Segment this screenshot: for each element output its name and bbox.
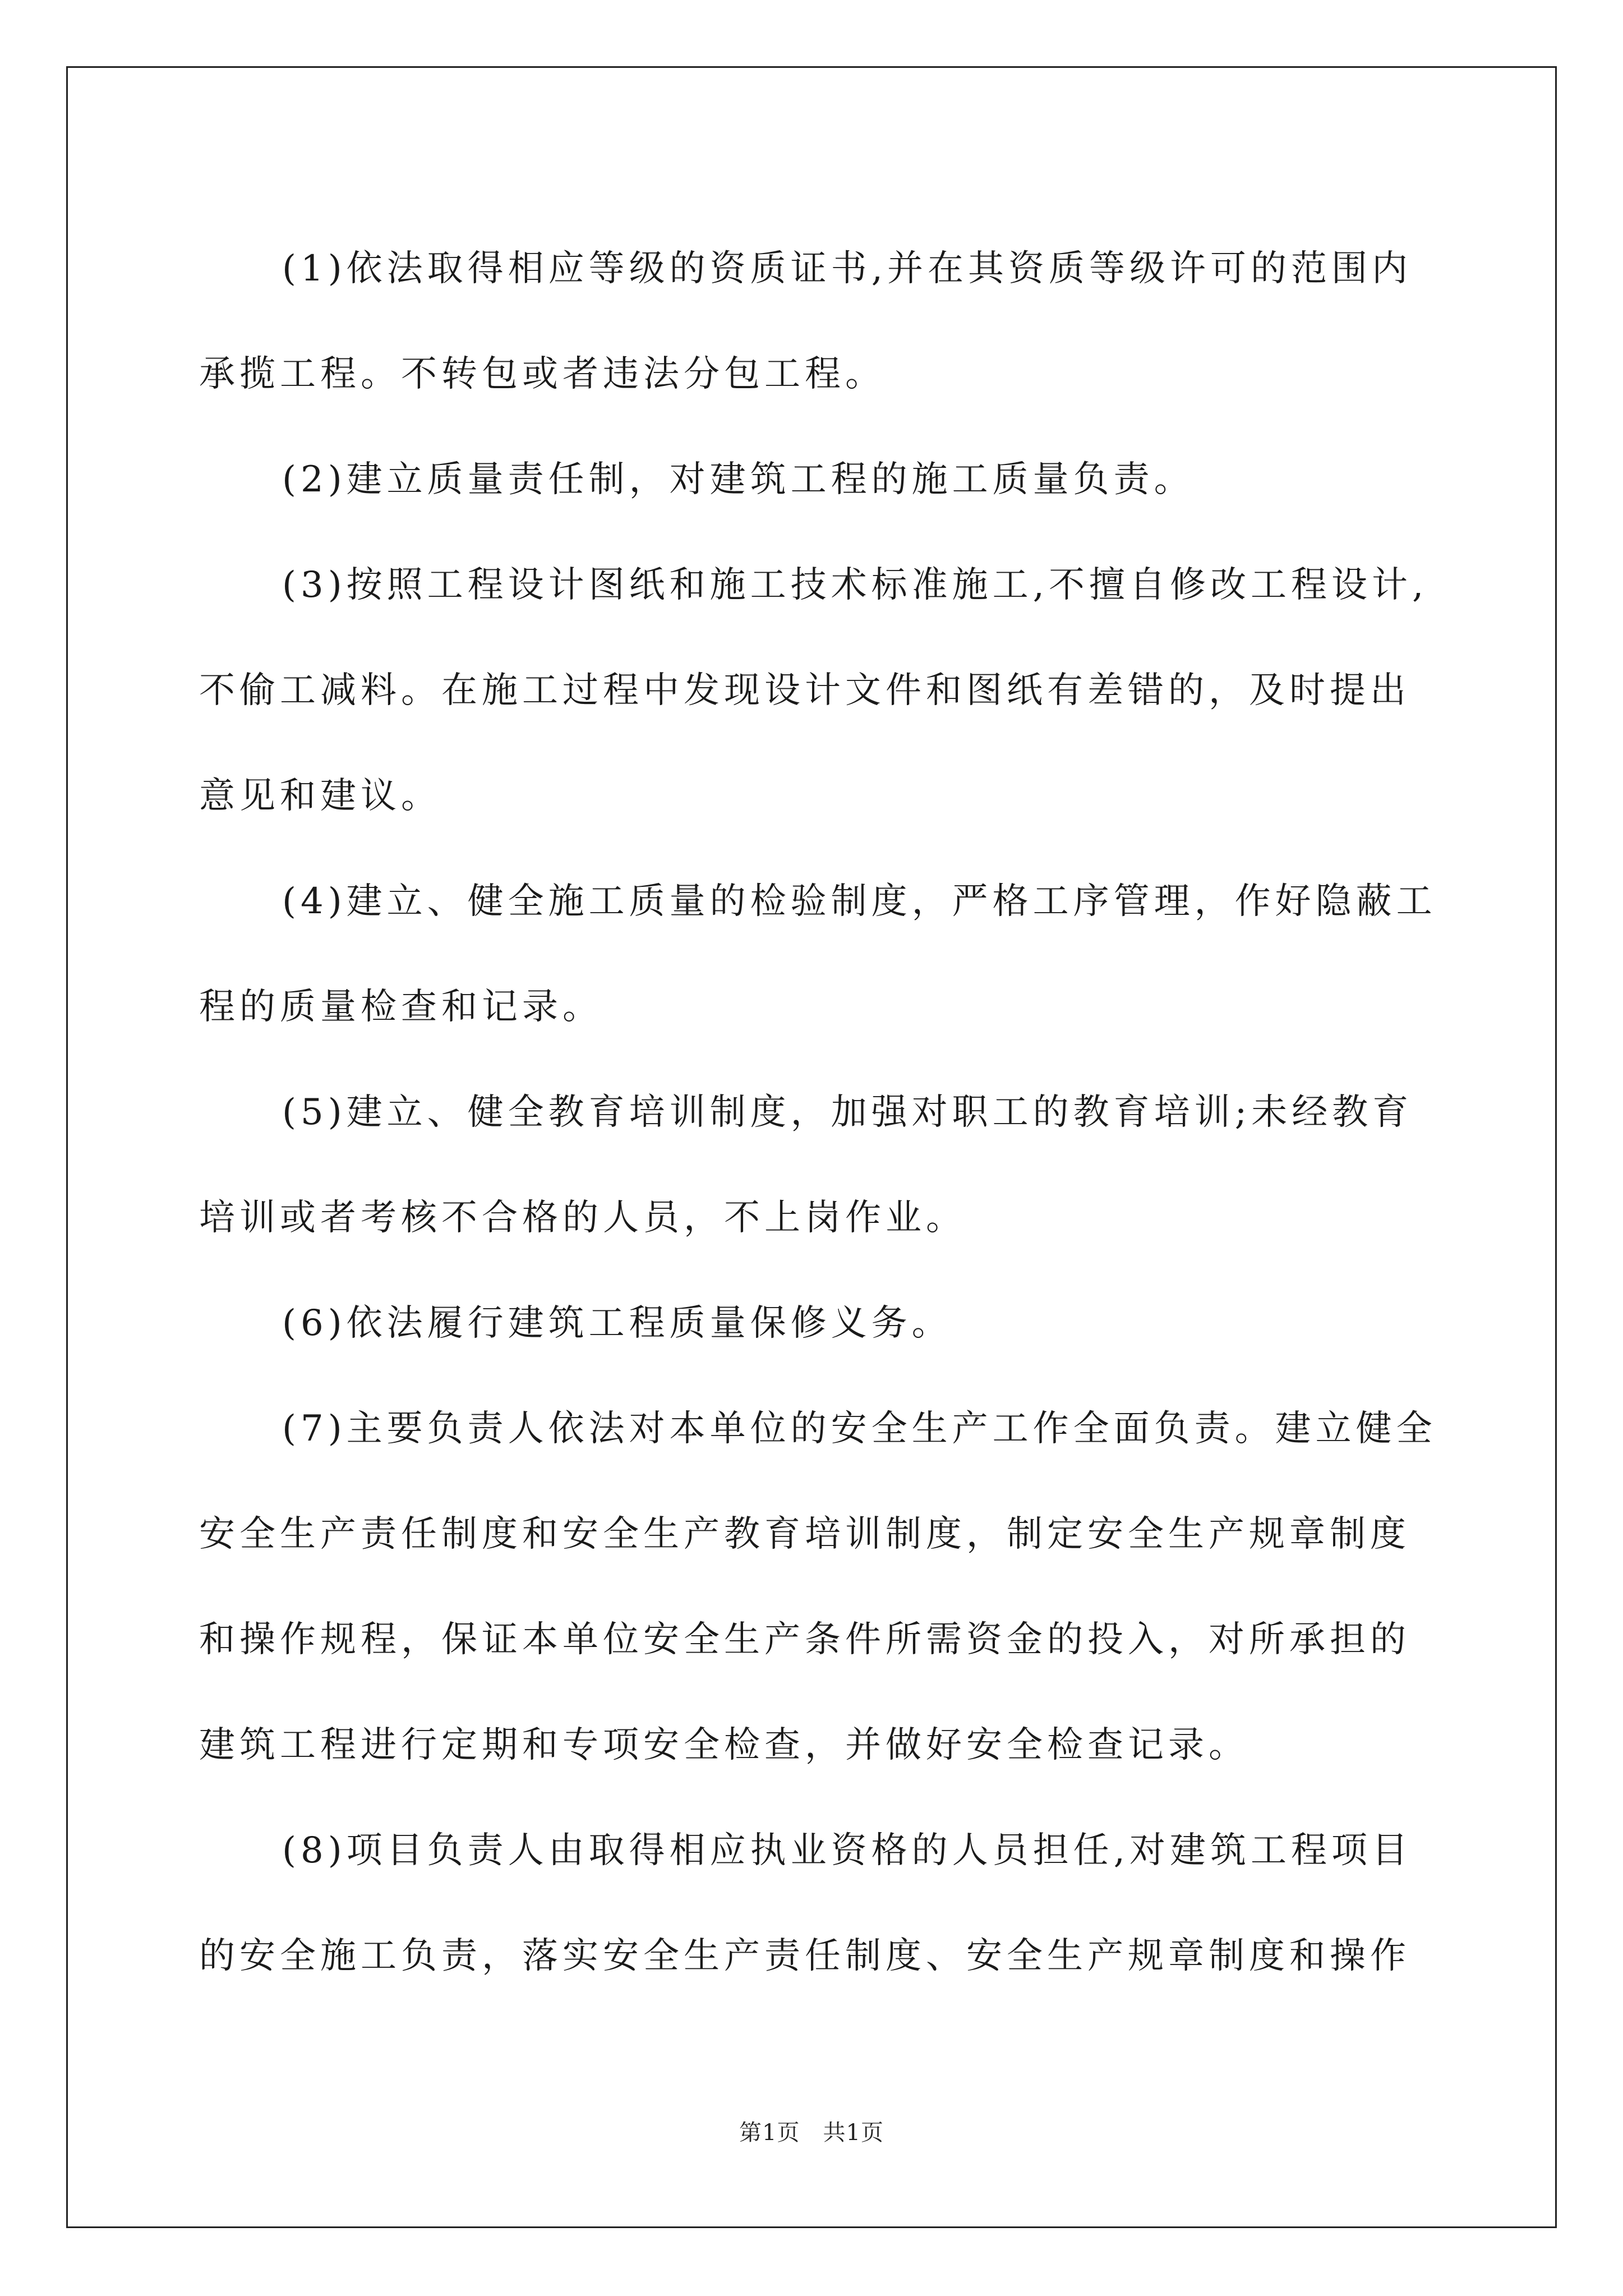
paragraph-6: (6)依法履行建筑工程质量保修义务。 <box>282 1303 952 1344</box>
paragraph-7: (7)主要负责人依法对本单位的安全生产工作全面负责。建立健全安全生产责任制度和安全生产教育培训制度，制定安全生产规章制度和操作规程，保证本单位安全生产条件所需资金的投入，对所承担的建筑工程进行定期和专项安全检查，并做好安全检查记录。 <box>199 1408 1437 1766</box>
page-number-footer: 第1页 共1页 <box>739 2120 884 2146</box>
paragraph-4: (4)建立、健全施工质量的检验制度，严格工序管理，作好隐蔽工程的质量检查和记录。 <box>199 881 1437 1028</box>
document-body <box>199 216 1441 2009</box>
paragraph-5: (5)建立、健全教育培训制度，加强对职工的教育培训;未经教育培训或者考核不合格的人员，不上岗作业。 <box>199 1092 1413 1239</box>
paragraph-2: (2)建立质量责任制，对建筑工程的施工质量负责。 <box>282 459 1195 500</box>
paragraph-8: (8)项目负责人由取得相应执业资格的人员担任,对建筑工程项目的安全施工负责，落实安全生产责任制度、安全生产规章制度和操作 <box>199 1830 1412 1977</box>
paragraph-3: (3)按照工程设计图纸和施工技术标准施工,不擅自修改工程设计,不偷工减料。在施工过程中发现设计文件和图纸有差错的，及时提出意见和建议。 <box>199 564 1428 817</box>
paragraph-1: (1)依法取得相应等级的资质证书,并在其资质等级许可的范围内承揽工程。不转包或者违法分包工程。 <box>199 248 1412 395</box>
